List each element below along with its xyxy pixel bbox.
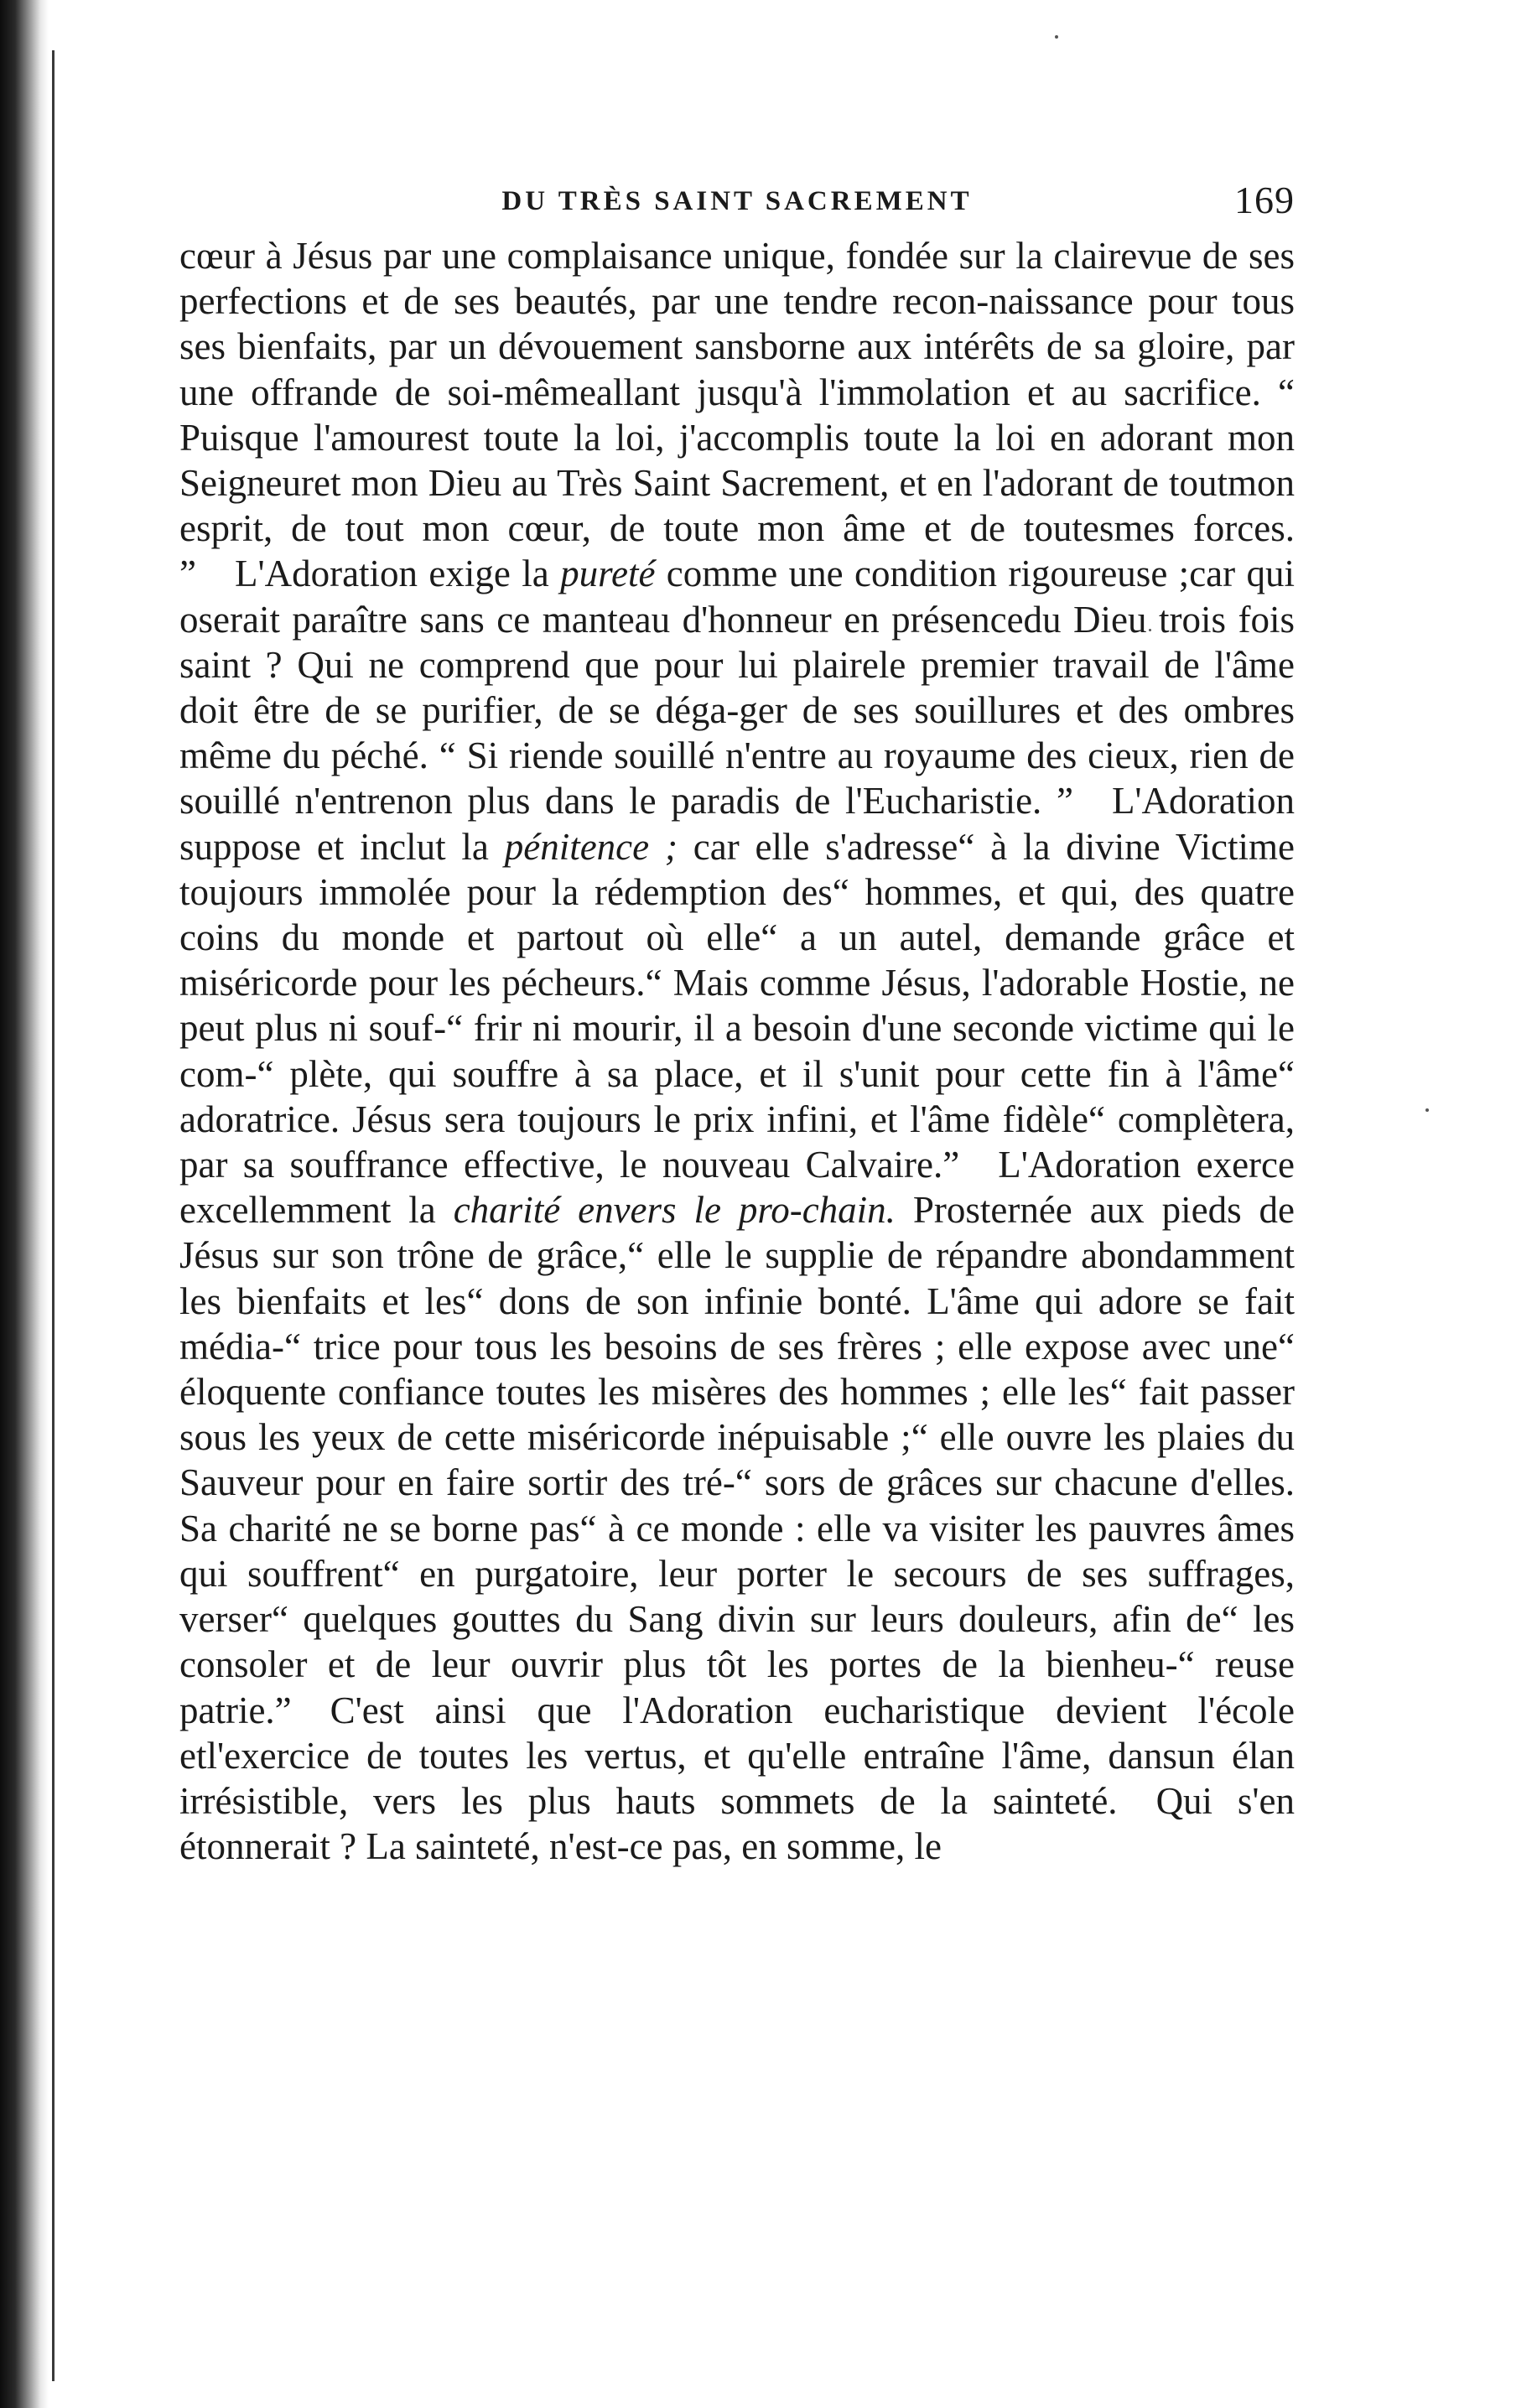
page-speck <box>1055 35 1058 39</box>
running-head <box>179 174 1295 233</box>
text-line: “ trice pour tous les besoins de ses frères ; elle expose avec une <box>283 1325 1279 1367</box>
text-line: “ en purgatoire, leur porter le secours de ses suffrages, verser <box>179 1552 1295 1641</box>
text-line: Qui s'en étonnerait ? La sainteté, n'est-ce pas, en somme, le <box>179 1779 1295 1868</box>
text-line: “ adoratrice. Jésus sera toujours le prix infini, et l'âme fidèle <box>179 1052 1295 1140</box>
text-line: “ plète, qui souffre à sa place, et il s'unit pour cette fin à l'âme <box>257 1052 1279 1095</box>
text-line: “ Mais comme Jésus, l'adorable Hostie, ne peut plus ni souf- <box>179 962 1295 1050</box>
text-line: allant jusqu'à l'immolation et au sacrifice. “ Puisque l'amour <box>179 371 1295 459</box>
text-line: “ à la divine Victime toujours immolée pour la rédemption des <box>179 825 1295 913</box>
text-line: ger de ses souillures et des ombres même du péché. “ Si rien <box>179 689 1295 777</box>
text-line: “ dons de son infinie bonté. L'âme qui adore se fait média- <box>179 1279 1296 1367</box>
text-line: mes forces. ” <box>179 507 1296 595</box>
text-line: C'est ainsi que l'Adoration eucharistique devient l'école et <box>179 1689 1295 1777</box>
text-line: mon esprit, de tout mon cœur, de toute mon âme et de toutes <box>179 462 1295 550</box>
text-line: “ elle ouvre les plaies du Sauveur pour en faire sortir des tré- <box>179 1416 1296 1504</box>
text-line: du Dieu trois fois saint ? Qui ne comprend que pour lui plaire <box>179 598 1295 686</box>
text-line: “ à ce monde : elle va visiter les pauvres âmes qui souffrent <box>179 1507 1295 1595</box>
body-text <box>179 233 1295 1869</box>
text-line: un élan irrésistible, vers les plus hauts sommets de la sainteté. <box>179 1734 1295 1822</box>
page-speck <box>1425 1108 1429 1112</box>
text-line: “ quelques gouttes du Sang divin sur leurs douleurs, afin de <box>271 1598 1222 1641</box>
running-title: DU TRÈS SAINT SACREMENT <box>501 186 973 216</box>
text-line: “ hommes, et qui, des quatre coins du monde et partout où elle <box>179 870 1295 959</box>
text-line: non plus dans le paradis de l'Eucharistie. ” <box>396 780 1073 823</box>
binding-shadow <box>0 0 49 2408</box>
text-line: et mon Dieu au Très Saint Sacrement, et en l'adorant de tout <box>313 462 1228 505</box>
text-line: naissance pour tous ses bienfaits, par un dévouement sans <box>179 280 1296 368</box>
page-number: 169 <box>1234 179 1295 221</box>
text-line: vue de ses perfections et de ses beautés, par une tendre recon- <box>179 235 1296 323</box>
text-line: “ reuse patrie.” <box>179 1643 1295 1731</box>
book-page <box>179 174 1295 1869</box>
text-line: chain. Prosternée aux pieds de Jésus sur son trône de grâce, <box>179 1189 1295 1277</box>
text-line: l'exercice de toutes les vertus, et qu'elle entraîne l'âme, dans <box>206 1734 1177 1777</box>
text-line: L'Adoration suppose et inclut la pénitence ; car elle s'adresse <box>179 780 1295 868</box>
text-line: “ complètera, par sa souffrance effective, le nouveau Calvaire.” <box>179 1098 1295 1186</box>
text-line: L'Adoration exerce excellemment la charité envers le pro- <box>179 1144 1295 1232</box>
text-line: “ éloquente confiance toutes les misères des hommes ; elle les <box>179 1325 1295 1414</box>
text-line: “ fait passer sous les yeux de cette miséricorde inépuisable ; <box>179 1371 1295 1459</box>
text-line: de souillé n'entre au royaume des cieux, rien de souillé n'entre <box>179 734 1295 823</box>
text-line: “ elle le supplie de répandre abondamment les bienfaits et les <box>179 1234 1295 1322</box>
text-line: L'Adoration exige la pureté comme une condition rigoureuse ; <box>234 553 1190 595</box>
text-line: “ sors de grâces sur chacune d'elles. Sa charité ne se borne pas <box>179 1461 1295 1549</box>
text-line: borne aux intérêts de sa gloire, par une offrande de soi-même <box>179 325 1295 413</box>
text-line: “ les consoler et de leur ouvrir plus tôt les portes de la bienheu- <box>179 1598 1295 1686</box>
text-line: “ frir ni mourir, il a besoin d'une seconde victime qui le com- <box>179 1007 1295 1095</box>
text-line: “ a un autel, demande grâce et miséricorde pour les pécheurs. <box>179 916 1295 1004</box>
text-line: car qui oserait paraître sans ce manteau d'honneur en présence <box>179 553 1296 641</box>
binding-line <box>52 50 55 2381</box>
text-line: est toute la loi, j'accomplis toute la loi en adorant mon Seigneur <box>179 416 1295 505</box>
text-line: le premier travail de l'âme doit être de se purifier, de se déga- <box>179 643 1295 732</box>
text-line: cœur à Jésus par une complaisance unique, fondée sur la claire <box>179 235 1138 277</box>
